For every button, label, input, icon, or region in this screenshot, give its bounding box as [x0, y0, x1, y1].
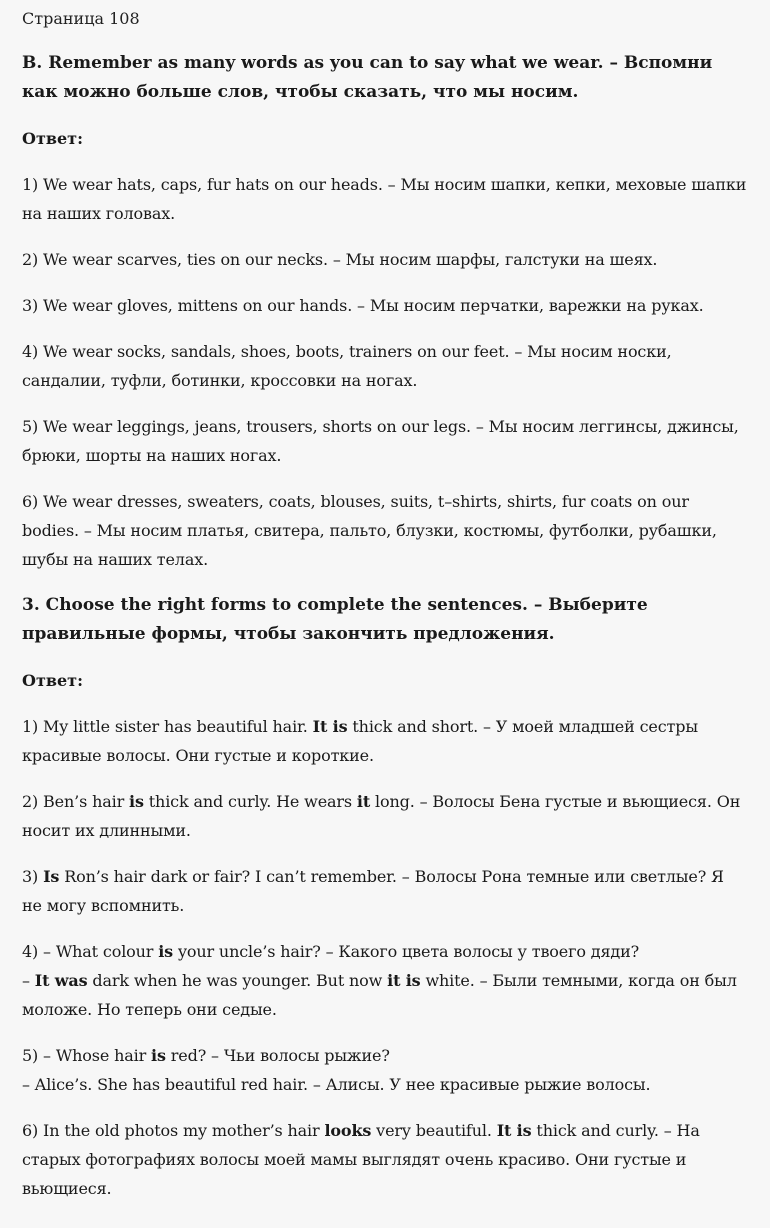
item-text: 1) My little sister has beautiful hair. — [22, 717, 313, 736]
answer-highlight: it is — [387, 971, 421, 990]
answer-highlight: It is — [496, 1121, 532, 1140]
section-3-answer-label: Ответ: — [22, 671, 83, 690]
answer-highlight: Is — [43, 867, 60, 886]
section-3-item-1 — [22, 712, 748, 770]
answer-highlight: it — [356, 792, 371, 811]
section-b-answer-label: Ответ: — [22, 129, 83, 148]
dialog-line — [22, 1041, 748, 1070]
dialog-line: – Alice’s. She has beautiful red hair. – Алисы. У нее красивые рыжие волосы. — [22, 1075, 651, 1094]
section-b-item-2: 2) We wear scarves, ties on our necks. – Мы носим шарфы, галстуки на шеях. — [22, 250, 658, 269]
section-b-item-3: 3) We wear gloves, mittens on our hands. – Мы носим перчатки, варежки на руках. — [22, 296, 704, 315]
section-b-item-6: 6) We wear dresses, sweaters, coats, blouses, suits, t–shirts, shirts, fur coats on our bodies. – Мы носим платья, свитера, пальто, блузки, костюмы, футболки, рубашки, шубы на наших телах. — [22, 492, 717, 569]
item-text: red? – Чьи волосы рыжие? — [165, 1046, 390, 1065]
dialog-line — [22, 937, 748, 966]
answer-highlight: is — [158, 942, 174, 961]
answer-highlight: is — [151, 1046, 166, 1065]
section-b-item-4: 4) We wear socks, sandals, shoes, boots, trainers on our feet. – Мы носим носки, сандалии, туфли, ботинки, кроссовки на ногах. — [22, 342, 672, 390]
section-3-item-4 — [22, 937, 748, 1024]
section-3-item-2 — [22, 787, 748, 845]
item-text: dark when he was younger. But now — [87, 971, 388, 990]
section-3 — [22, 591, 748, 1203]
section-3-item-5 — [22, 1041, 748, 1099]
section-b-item-5: 5) We wear leggings, jeans, trousers, shorts on our legs. – Мы носим леггинсы, джинсы, брюки, шорты на наших ногах. — [22, 417, 739, 465]
item-text: 6) In the old photos my mother’s hair — [22, 1121, 325, 1140]
item-text: your uncle’s hair? – Какого цвета волосы у твоего дяди? — [173, 942, 640, 961]
answer-highlight: It was — [34, 971, 88, 990]
item-text: Ron’s hair dark or fair? I can’t remember. – Волосы Рона темные или светлые? Я не могу вспомнить. — [22, 867, 724, 915]
item-text: 2) Ben’s hair — [22, 792, 130, 811]
section-b-item-1: 1) We wear hats, caps, fur hats on our heads. – Мы носим шапки, кепки, меховые шапки на наших головах. — [22, 175, 747, 223]
item-text: very beautiful. — [371, 1121, 497, 1140]
item-text: long. – Волосы Бена густые и вьющиеся. Он носит их длинными. — [22, 792, 741, 840]
item-text: – — [22, 971, 35, 990]
section-3-item-6 — [22, 1116, 748, 1203]
item-text: 3) — [22, 867, 44, 886]
section-3-heading: 3. Choose the right forms to complete the sentences. – Выберите правильные формы, чтобы закончить предложения. — [22, 595, 648, 644]
item-text: white. – Были темными, когда он был моложе. Но теперь они седые. — [22, 971, 737, 1019]
item-text: thick and curly. – На старых фотографиях волосы моей мамы выглядят очень красиво. Они густые и вьющиеся. — [22, 1121, 700, 1198]
section-b — [22, 49, 748, 574]
item-text: 4) – What colour — [22, 942, 159, 961]
item-text: thick and curly. He wears — [143, 792, 357, 811]
dialog-line — [22, 966, 748, 1024]
answer-highlight: It is — [312, 717, 348, 736]
section-b-heading: B. Remember as many words as you can to say what we wear. – Вспомни как можно больше слов, чтобы сказать, что мы носим. — [22, 53, 713, 102]
item-text: thick and short. – У моей младшей сестры красивые волосы. Они густые и короткие. — [22, 717, 698, 765]
answer-highlight: is — [129, 792, 144, 811]
page-number-label: Страница 108 — [22, 9, 140, 28]
item-text: 5) – Whose hair — [22, 1046, 152, 1065]
section-3-item-3 — [22, 862, 748, 920]
answer-highlight: looks — [324, 1121, 372, 1140]
